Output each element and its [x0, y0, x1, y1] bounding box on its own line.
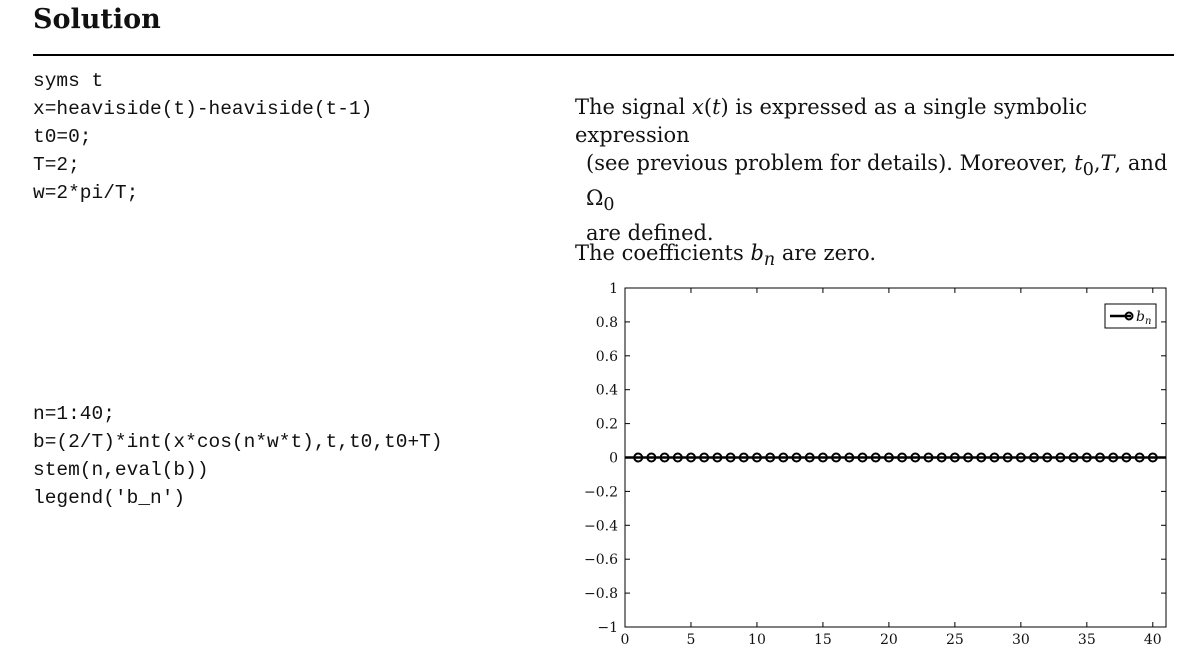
code-block-2-line: legend('b_n') [33, 487, 186, 509]
code-block-2-line: b=(2/T)*int(x*cos(n*w*t),t,t0,t0+T) [33, 431, 443, 453]
code-block-1-line: t0=0; [33, 126, 92, 148]
x-tick-label: 10 [748, 632, 766, 648]
code-block-1 [33, 67, 372, 207]
description-1-line2: (see previous problem for details). Moreover, $t_0,T$, and $\Omega_0$ [586, 151, 1168, 216]
y-tick-label: 0.2 [595, 416, 618, 433]
y-tick-label: 0 [609, 450, 618, 467]
y-tick-label: −0.8 [584, 586, 618, 603]
code-block-1-line: w=2*pi/T; [33, 182, 139, 204]
code-block-2-line: n=1:40; [33, 403, 115, 425]
x-tick-label: 15 [814, 632, 832, 648]
y-tick-label: −0.4 [584, 518, 618, 535]
y-tick-label: −0.6 [584, 552, 618, 569]
x-tick-label: 20 [879, 632, 898, 648]
legend-label-sub: n [1144, 316, 1152, 327]
x-tick-label: 35 [1077, 632, 1096, 648]
x-tick-label: 5 [686, 632, 696, 648]
y-tick-label: −1 [597, 620, 618, 636]
section-title: Solution [33, 4, 161, 35]
x-tick-label: 0 [620, 632, 630, 648]
code-block-2-line: stem(n,eval(b)) [33, 459, 209, 481]
description-1-line1: The signal x(t) is expressed as a single symbolic expression [575, 95, 1088, 147]
description-2: The coefficients $b_n$ are zero. [575, 241, 876, 271]
code-block-1-line: x=heaviside(t)-heaviside(t-1) [33, 98, 373, 120]
description-1 [575, 93, 1180, 247]
x-tick-label: 25 [945, 632, 964, 648]
description-1-line3: are defined. [586, 221, 714, 246]
code-block-2 [33, 400, 443, 512]
y-tick-label: 0.6 [595, 348, 618, 365]
y-tick-label: 0.8 [595, 314, 618, 331]
x-tick-label: 30 [1011, 632, 1030, 648]
stem-chart [570, 278, 1175, 662]
x-tick-label: 40 [1143, 632, 1162, 648]
y-tick-label: −0.2 [584, 484, 618, 501]
code-block-1-line: T=2; [33, 154, 80, 176]
y-tick-label: 0.4 [595, 382, 618, 399]
legend-label: $b_n$ [1136, 309, 1152, 327]
code-block-1-line: syms t [33, 70, 104, 92]
y-tick-label: 1 [609, 281, 618, 297]
title-rule [33, 54, 1174, 56]
